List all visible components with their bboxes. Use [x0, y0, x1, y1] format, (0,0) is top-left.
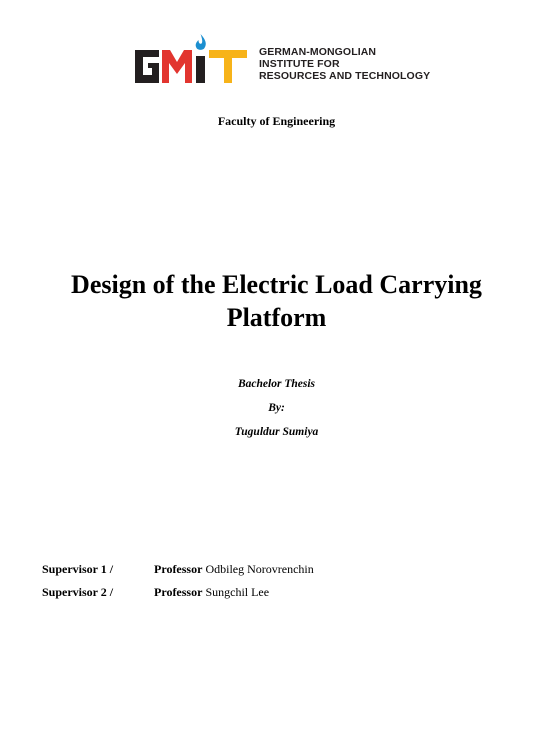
supervisor-title: Professor [154, 562, 203, 576]
by-label: By: [268, 402, 285, 414]
supervisor-title: Professor [154, 585, 203, 599]
supervisor-name: Sungchil Lee [205, 585, 270, 599]
supervisor-role: Supervisor 2 / [42, 585, 114, 599]
supervisor-name: Odbileg Norovrenchin [205, 562, 314, 576]
faculty-name: Faculty of Engineering [217, 114, 336, 128]
institute-name-line-1: GERMAN-MONGOLIAN [259, 46, 377, 58]
gmit-logo-mark-icon [135, 30, 247, 86]
gmit-logo [135, 30, 431, 86]
supervisor-role: Supervisor 1 / [42, 562, 114, 576]
institute-name-line-2: INSTITUTE FOR [259, 58, 340, 70]
institute-name-line-3: RESOURCES AND TECHNOLOGY [259, 70, 431, 82]
supervisor-person [154, 585, 269, 600]
supervisor-person [154, 562, 314, 577]
institute-name [259, 46, 430, 82]
thesis-title: Design of the Electric Load Carrying Platform [71, 270, 482, 332]
thesis-type: Bachelor Thesis [238, 378, 315, 390]
author-name: Tuguldur Sumiya [234, 426, 319, 438]
